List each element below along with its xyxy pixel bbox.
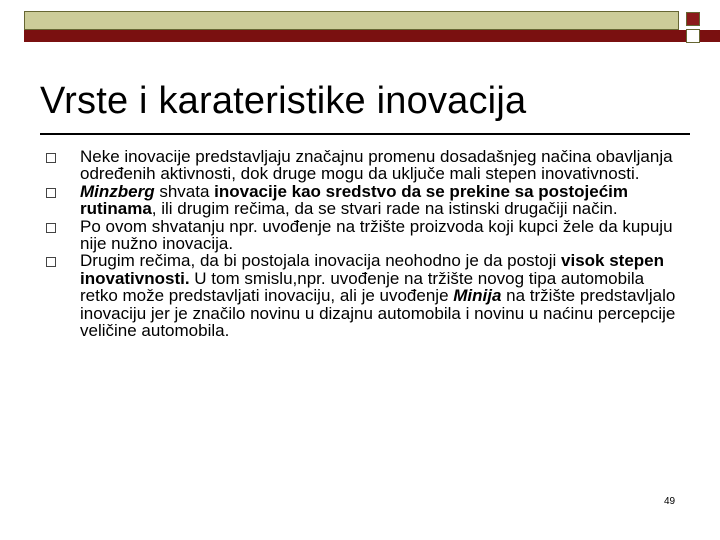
bullet-text-run: U tom smislu,npr. uvođenje na tržište novog tipa automobila retko može predstavljati inovaciju, ali je uvođenje	[80, 268, 645, 306]
bullet-text	[80, 251, 675, 340]
bullet-item	[44, 218, 684, 253]
bullet-text-run: inovacije kao sredstvo da se prekine sa postojećim rutinama	[80, 181, 628, 219]
bullet-text-run: Drugim rečima, da bi postojala inovacija neohodno je da postoji	[80, 251, 562, 271]
bullet-text-run: Neke inovacije predstavljaju značajnu promenu dosadašnjeg načina obavljanja određenih aktivnosti, dok druge mogu da uključe mali stepen inovativnosti.	[80, 147, 673, 184]
bullet-item	[44, 252, 684, 339]
bullet-list	[44, 148, 684, 339]
header-band-olive	[24, 11, 679, 30]
corner-square-filled	[686, 12, 700, 26]
bullet-text-run: Po ovom shvatanju npr. uvođenje na tržište proizvoda koji kupci žele da kupuju nije nužno inovacija.	[80, 216, 673, 254]
bullet-text	[80, 147, 673, 183]
title-underline	[40, 133, 690, 135]
bullet-text-run: visok stepen inovativnosti.	[80, 251, 665, 288]
slide-title: Vrste i karateristike inovacija	[40, 80, 527, 122]
header-band-maroon	[24, 30, 720, 42]
bullet-item	[44, 148, 684, 183]
checkbox-bullet-icon	[46, 188, 56, 198]
bullet-text-run: Minija	[453, 286, 502, 306]
page-number: 49	[664, 496, 676, 507]
bullet-item	[44, 183, 684, 218]
checkbox-bullet-icon	[46, 153, 56, 163]
bullet-text-run: shvata	[154, 181, 215, 201]
checkbox-bullet-icon	[46, 223, 56, 233]
corner-square-outline	[686, 29, 700, 43]
bullet-text-run: na tržište predstavljalo inovaciju jer je značilo novinu u dizajnu automobila i novinu u naćinu percepcije veličine automobila.	[80, 286, 676, 341]
bullet-text-run: Minzberg	[80, 181, 155, 201]
bullet-text	[80, 182, 628, 218]
checkbox-bullet-icon	[46, 257, 56, 267]
bullet-text	[80, 217, 673, 253]
bullet-text-run: , ili drugim rečima, da se stvari rade na istinski drugačiji način.	[151, 199, 618, 219]
